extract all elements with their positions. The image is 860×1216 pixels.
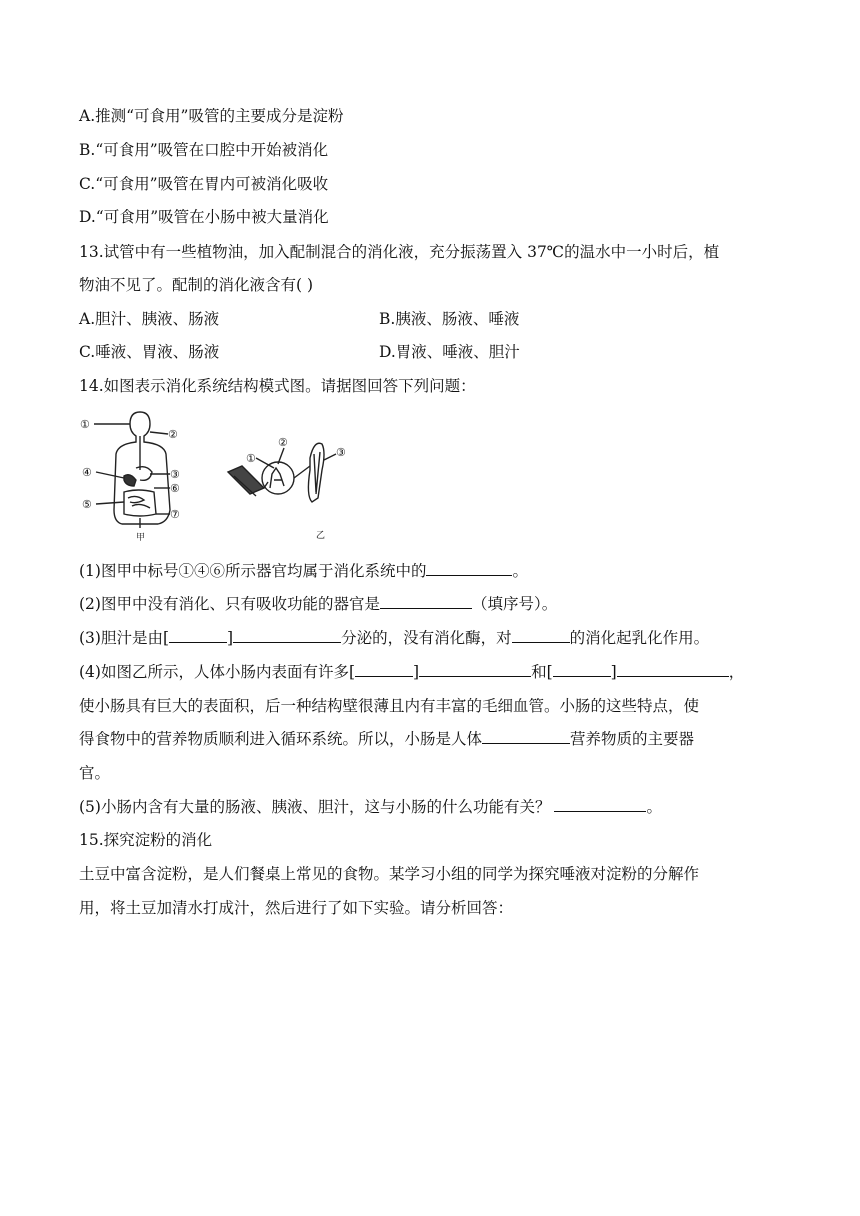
q15-title: 15.探究淀粉的消化 (79, 831, 213, 849)
yi-label-3: ③ (336, 446, 346, 459)
q14-part3-blank-organ[interactable] (233, 628, 341, 643)
q14-part4-blank-number2[interactable] (553, 662, 611, 677)
q14-part3-text-b: ] (227, 629, 234, 647)
jia-label-2: ② (168, 428, 178, 441)
q14-part5-text: (5)小肠内含有大量的肠液、胰液、胆汁，这与小肠的什么功能有关？ (79, 798, 551, 816)
q14-part4-text-d: ] (610, 663, 617, 681)
q12-option-c: C.“可食用”吸管在胃内可被消化吸收 (79, 175, 329, 193)
q14-part4-text-e: ， (728, 663, 745, 681)
q14-stem: 14.如图表示消化系统结构模式图。请据图回答下列问题： (79, 377, 476, 395)
caption-jia: 甲 (136, 533, 146, 542)
yi-label-2: ② (278, 436, 288, 449)
q14-part4-text-f: 得食物中的营养物质顺利进入循环系统。所以，小肠是人体 (79, 730, 483, 748)
q14-part4-blank-function[interactable] (482, 729, 570, 744)
q12-option-b: B.“可食用”吸管在口腔中开始被消化 (79, 141, 329, 159)
q13-option-b: B.胰液、肠液、唾液 (379, 310, 520, 328)
q14-part4-text-g: 营养物质的主要器 (570, 730, 695, 748)
jia-label-3: ③ (170, 468, 180, 481)
q13-option-d: D.胃液、唾液、胆汁 (379, 343, 520, 361)
q13-stem-line1: 13.试管中有一些植物油，加入配制混合的消化液，充分振荡置入 37℃的温水中一小时后，植 (79, 243, 720, 261)
q14-part4-line2: 使小肠具有巨大的表面积，后一种结构壁很薄且内有丰富的毛细血管。小肠的这些特点，使 (79, 697, 700, 715)
q14-part1 (79, 561, 528, 581)
q14-part5-blank[interactable] (554, 797, 646, 812)
q14-part4-text-c: 和[ (531, 663, 553, 681)
q14-part2 (79, 594, 557, 614)
q14-part3 (79, 628, 709, 648)
q14-part3-text-a: (3)胆汁是由[ (79, 629, 170, 647)
figure-jia (94, 412, 170, 528)
q13-option-c: C.唾液、胃液、肠液 (79, 343, 220, 361)
q14-part1-end: 。 (512, 562, 528, 580)
q14-part3-blank-nutrient[interactable] (512, 628, 570, 643)
q13-option-a: A.胆汁、胰液、肠液 (79, 310, 220, 328)
q14-part4-line3 (79, 729, 694, 749)
q12-option-d: D.“可食用”吸管在小肠中被大量消化 (79, 208, 329, 226)
figure-yi (228, 443, 336, 502)
q14-part1-text: (1)图甲中标号①④⑥所示器官均属于消化系统中的 (79, 562, 427, 580)
q14-part4-line4: 官。 (79, 764, 111, 782)
yi-label-1: ① (246, 452, 256, 465)
q14-part2-blank[interactable] (380, 594, 472, 609)
q14-part2-end: （填序号）。 (471, 595, 558, 613)
q14-part2-text: (2)图甲中没有消化、只有吸收功能的器官是 (79, 595, 380, 613)
jia-label-7: ⑦ (170, 508, 180, 521)
q14-part4-text-b: ] (413, 663, 420, 681)
q14-part4-blank-number1[interactable] (355, 662, 413, 677)
q14-part5-end: 。 (646, 798, 662, 816)
q14-part3-text-c: 分泌的，没有消化酶，对 (341, 629, 512, 647)
q12-option-a: A.推测“可食用”吸管的主要成分是淀粉 (79, 107, 344, 125)
q14-part5 (79, 797, 662, 817)
q14-part1-blank[interactable] (426, 561, 512, 576)
q14-part3-text-d: 的消化起乳化作用。 (569, 629, 710, 647)
q15-line2: 用，将土豆加清水打成汁，然后进行了如下实验。请分析回答： (79, 899, 514, 917)
q14-part3-blank-number[interactable] (169, 628, 227, 643)
q14-part4-blank-structure1[interactable] (419, 662, 531, 677)
jia-label-5: ⑤ (82, 498, 92, 511)
q14-part4-line1 (79, 662, 744, 682)
jia-label-1: ① (80, 418, 90, 431)
caption-yi: 乙 (316, 531, 326, 541)
digestive-system-figure (78, 410, 378, 546)
jia-label-4: ④ (82, 466, 92, 479)
jia-label-6: ⑥ (170, 482, 180, 495)
q13-stem-line2: 物油不见了。配制的消化液含有( ) (79, 276, 314, 294)
q14-part4-blank-structure2[interactable] (617, 662, 729, 677)
q15-line1: 土豆中富含淀粉，是人们餐桌上常见的食物。某学习小组的同学为探究唾液对淀粉的分解作 (79, 865, 700, 883)
q14-part4-text-a: (4)如图乙所示，人体小肠内表面有许多[ (79, 663, 356, 681)
